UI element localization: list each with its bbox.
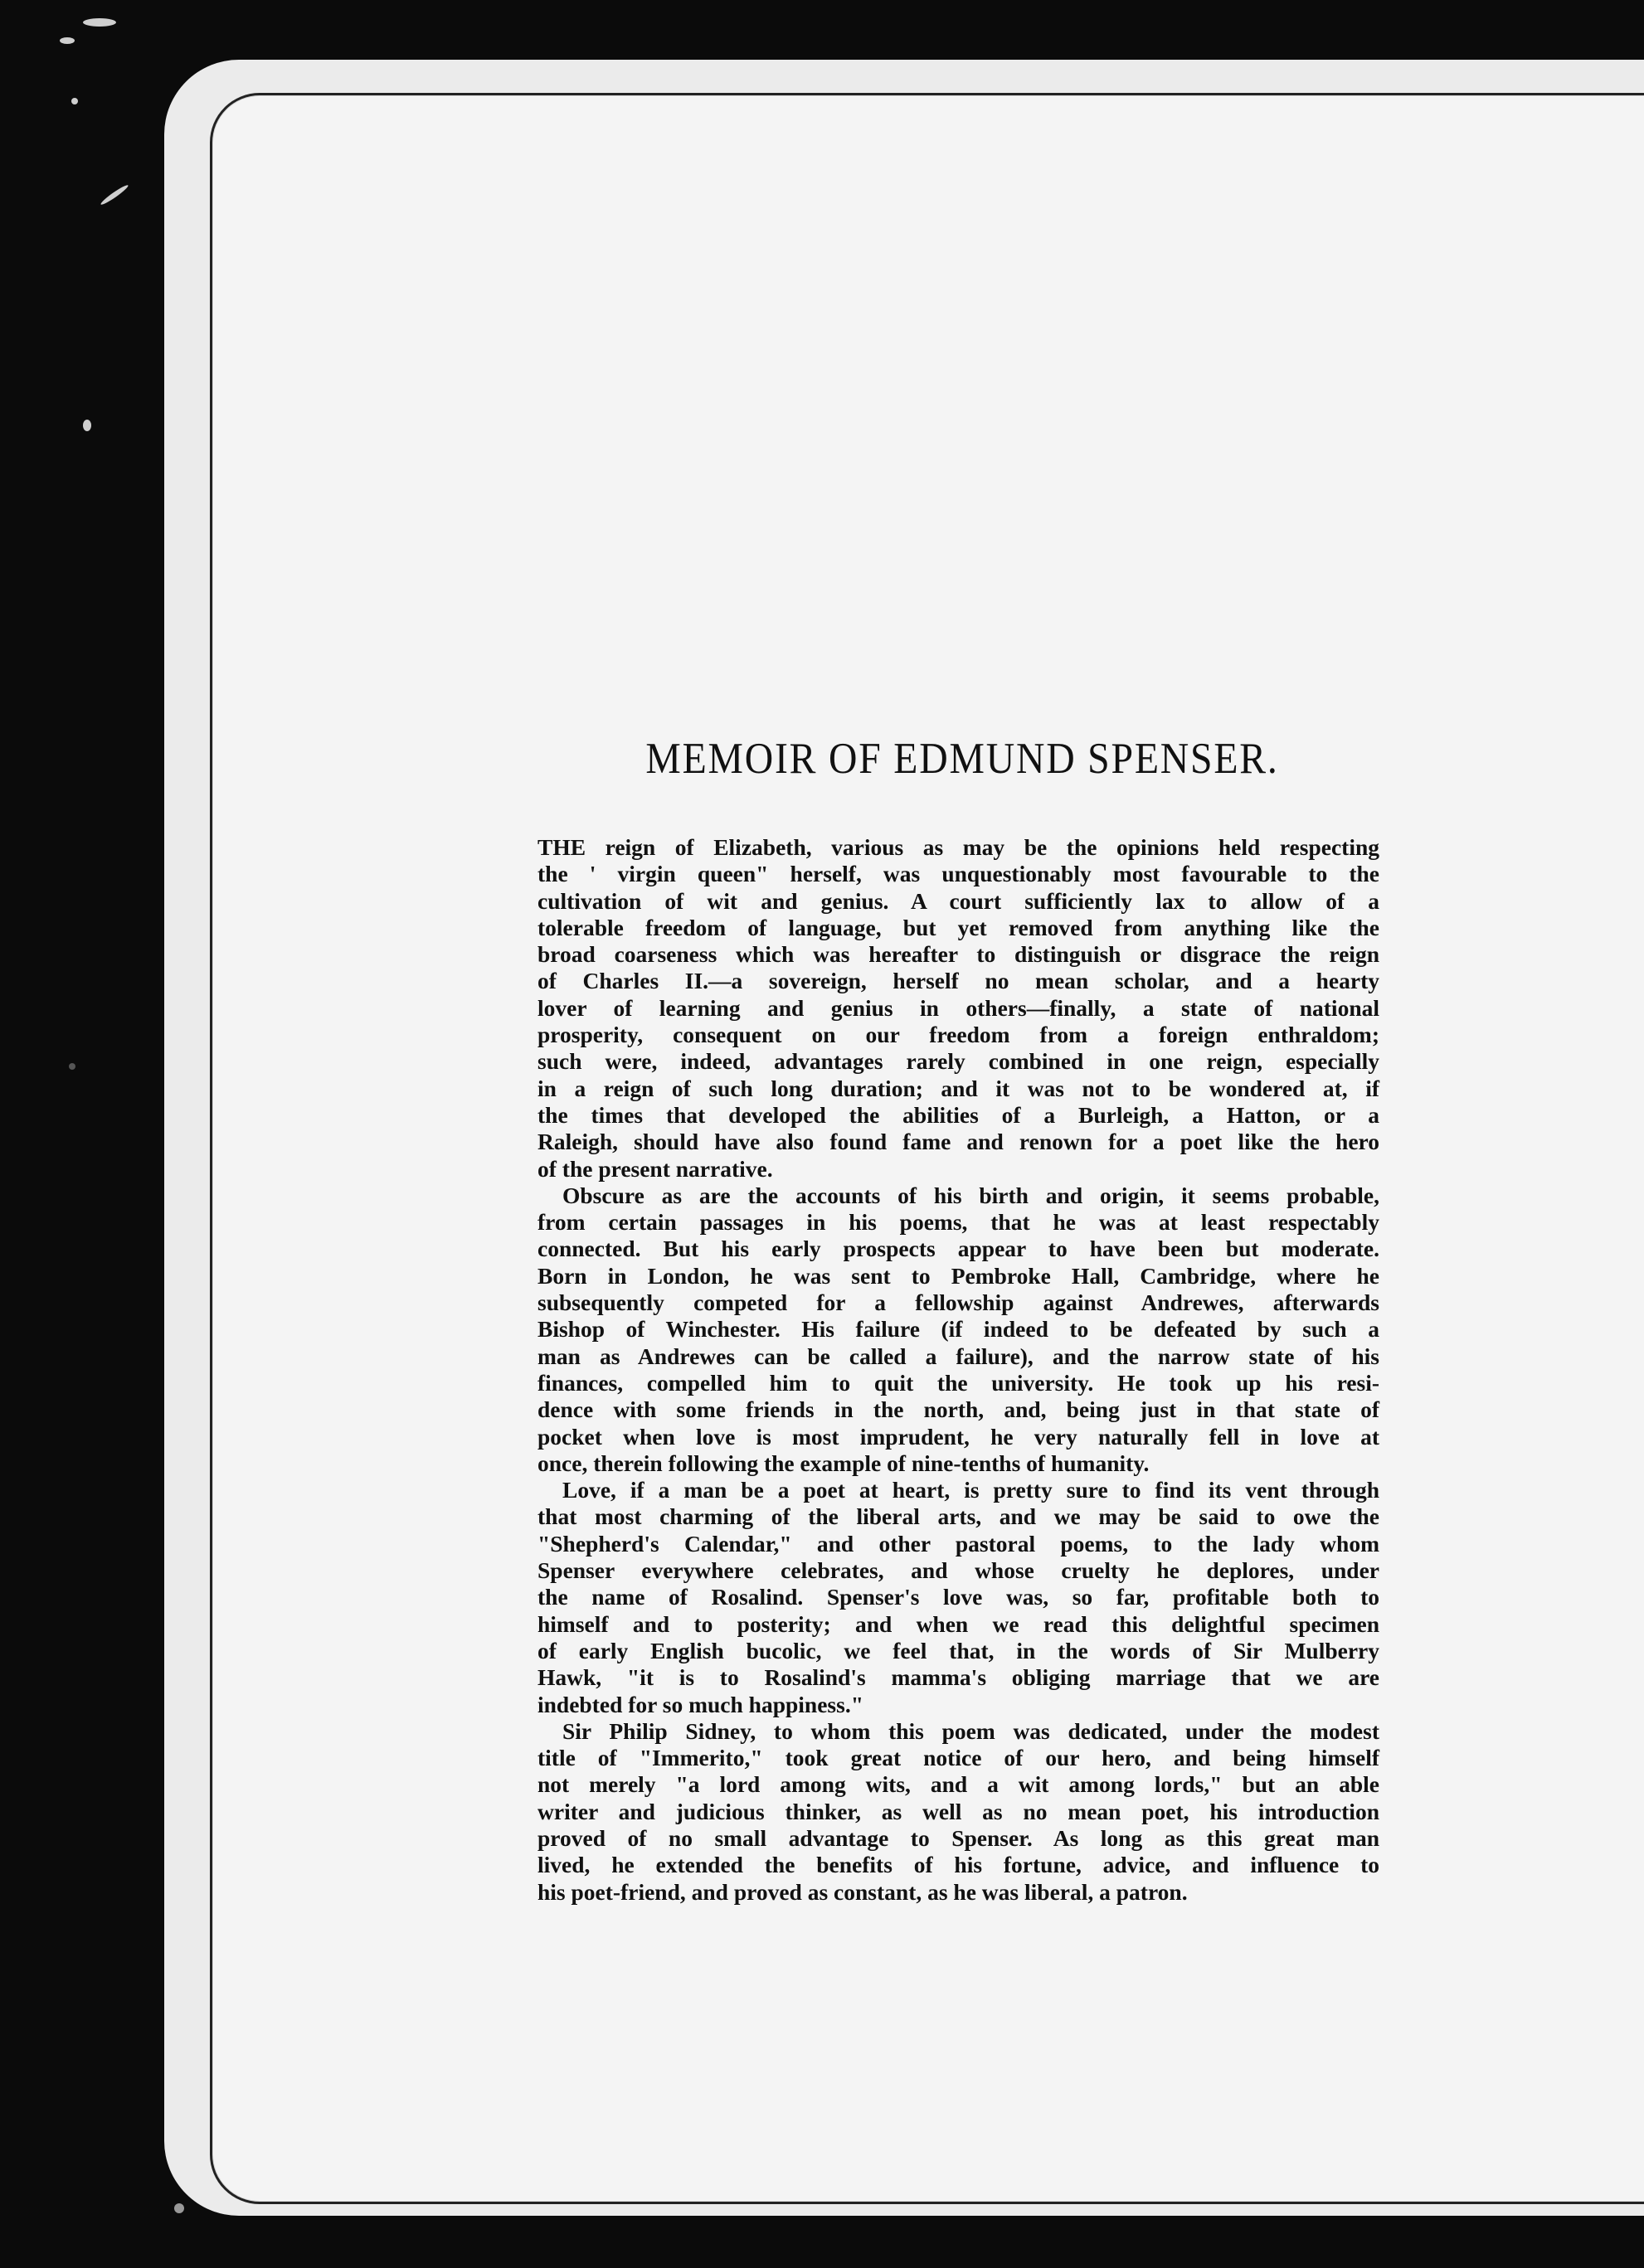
text-line: tolerable freedom of language, but yet removed from anything like the: [537, 914, 1379, 940]
text-line: Sir Philip Sidney, to whom this poem was dedicated, under the modest: [562, 1717, 1379, 1744]
text-line: of Charles II.—a sovereign, herself no mean scholar, and a hearty: [537, 968, 1379, 994]
text-line: "Shepherd's Calendar," and other pastoral poems, to the lady whom: [537, 1530, 1379, 1557]
scan-speck: [69, 1063, 75, 1070]
text-line: writer and judicious thinker, as well as no mean poet, his introduction: [537, 1798, 1379, 1824]
document-title: MEMOIR OF EDMUND SPENSER.: [645, 735, 1279, 783]
text-line: his poet-friend, and proved as constant, as he was liberal, a patron.: [537, 1878, 1188, 1905]
document-body: [537, 834, 1379, 1906]
text-line: in a reign of such long duration; and it was not to be wondered at, if: [537, 1075, 1379, 1101]
text-line: man as Andrewes can be called a failure), and the narrow state of his: [537, 1343, 1379, 1369]
text-line: himself and to posterity; and when we read this delightful specimen: [537, 1610, 1379, 1637]
text-line: not merely "a lord among wits, and a wit among lords," but an able: [537, 1771, 1379, 1798]
text-line: Spenser everywhere celebrates, and whose cruelty he deplores, under: [537, 1557, 1379, 1584]
text-line: subsequently competed for a fellowship against Andrewes, afterwards: [537, 1289, 1379, 1316]
text-line: pocket when love is most imprudent, he very naturally fell in love at: [537, 1423, 1379, 1450]
text-line: proved of no small advantage to Spenser. As long as this great man: [537, 1824, 1379, 1851]
paragraph-4: [537, 1718, 1379, 1906]
text-line: Love, if a man be a poet at heart, is pretty sure to find its vent through: [562, 1477, 1379, 1503]
text-line: dence with some friends in the north, and, being just in that state of: [537, 1396, 1379, 1423]
text-line: Hawk, "it is to Rosalind's mamma's obliging marriage that we are: [537, 1664, 1379, 1691]
text-line: lover of learning and genius in others—finally, a state of national: [537, 994, 1379, 1021]
text-line: of the present narrative.: [537, 1155, 773, 1182]
text-line: the name of Rosalind. Spenser's love was, so far, profitable both to: [537, 1584, 1379, 1610]
text-line: lived, he extended the benefits of his fortune, advice, and influence to: [537, 1852, 1379, 1878]
scan-speck: [60, 37, 75, 44]
text-line: finances, compelled him to quit the university. He took up his resi-: [537, 1369, 1379, 1396]
scan-speck: [83, 18, 116, 27]
paragraph-2: [537, 1183, 1379, 1477]
text-line: Obscure as are the accounts of his birth and origin, it seems probable,: [562, 1182, 1379, 1208]
text-line: indebted for so much happiness.": [537, 1691, 863, 1717]
text-line: Born in London, he was sent to Pembroke Hall, Cambridge, where he: [537, 1262, 1379, 1289]
scan-speck: [83, 420, 91, 431]
text-line: prosperity, consequent on our freedom from a foreign enthraldom;: [537, 1022, 1379, 1048]
text-line: broad coarseness which was hereafter to distinguish or disgrace the reign: [537, 941, 1379, 968]
text-line: such were, indeed, advantages rarely combined in one reign, especially: [537, 1048, 1379, 1075]
paragraph-3: [537, 1477, 1379, 1718]
scan-speck: [174, 2203, 184, 2213]
text-line: that most charming of the liberal arts, and we may be said to owe the: [537, 1503, 1379, 1530]
text-line: cultivation of wit and genius. A court sufficiently lax to allow of a: [537, 887, 1379, 914]
text-line: connected. But his early prospects appear to have been but moderate.: [537, 1236, 1379, 1262]
scan-speck: [100, 183, 129, 206]
text-line: title of "Immerito," took great notice of our hero, and being himself: [537, 1745, 1379, 1771]
text-line: once, therein following the example of nine-tenths of humanity.: [537, 1450, 1150, 1476]
text-line: Raleigh, should have also found fame and renown for a poet like the hero: [537, 1129, 1379, 1155]
text-line: Bishop of Winchester. His failure (if indeed to be defeated by such a: [537, 1316, 1379, 1343]
text-line: the times that developed the abilities of a Burleigh, a Hatton, or a: [537, 1101, 1379, 1128]
text-line: the ' virgin queen" herself, was unquestionably most favourable to the: [537, 861, 1379, 887]
text-line: of early English bucolic, we feel that, in the words of Sir Mulberry: [537, 1637, 1379, 1663]
paragraph-1: [537, 834, 1379, 1183]
text-line: THE reign of Elizabeth, various as may be the opinions held respecting: [537, 834, 1379, 860]
scan-speck: [71, 98, 78, 104]
text-line: from certain passages in his poems, that he was at least respectably: [537, 1209, 1379, 1236]
